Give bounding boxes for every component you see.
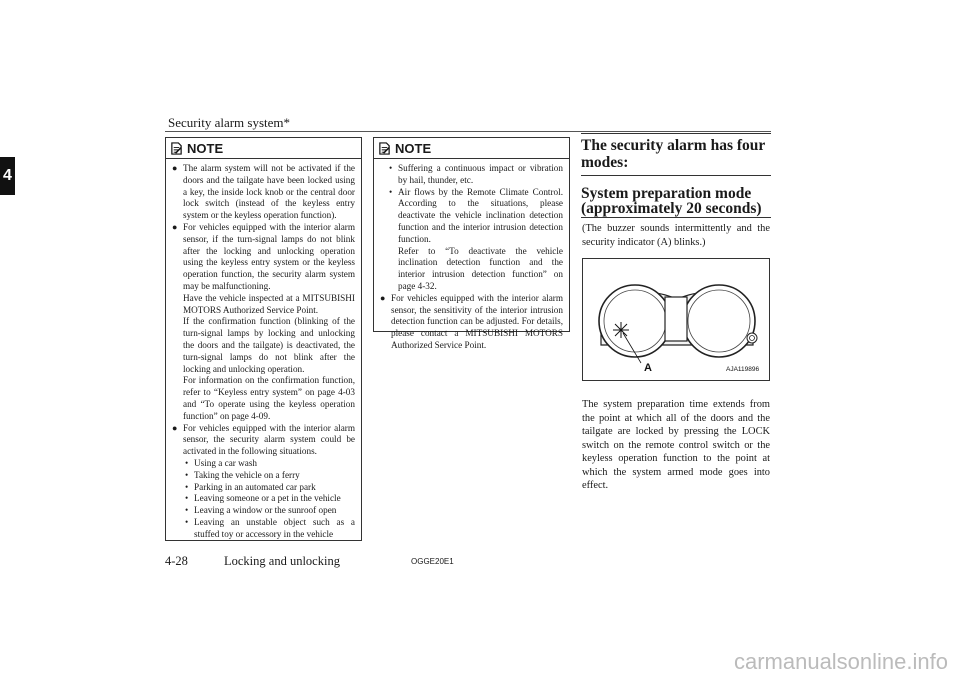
note-item-2 bbox=[172, 222, 355, 423]
section-name: Locking and unlocking bbox=[224, 554, 340, 568]
sub-item-text: Parking in an automated car park bbox=[194, 481, 316, 492]
dot-icon: • bbox=[185, 516, 189, 527]
dot-icon: • bbox=[185, 469, 189, 480]
figure-code: AJA119896 bbox=[726, 366, 760, 373]
sub-item-text: Leaving a window or the sunroof open bbox=[194, 505, 337, 516]
note-paragraph: If the confirmation function (blinking of the turn-signal lamps by locking and unlocking the doors and the tailgate) is deactivated, the turn-signal lamps do not blink after the locking and unlocking operation. bbox=[183, 316, 355, 374]
note-header bbox=[374, 138, 569, 159]
note-label: NOTE bbox=[395, 140, 432, 156]
dot-icon: • bbox=[185, 493, 189, 504]
dot-icon: • bbox=[185, 481, 189, 492]
sub-item bbox=[389, 187, 563, 293]
security-indicator-icon bbox=[613, 322, 629, 338]
bullet-icon: ● bbox=[172, 163, 178, 173]
note-body-left bbox=[166, 159, 361, 541]
sub-item-text: Suffering a continuous impact or vibration by hail, thunder, etc. bbox=[398, 163, 563, 185]
bullet-icon: ● bbox=[172, 422, 178, 433]
note-body-middle bbox=[374, 159, 569, 293]
page-number: 4-28 bbox=[165, 554, 188, 568]
body-text: The system preparation time extends from the point at which all of the doors and the tailgate are locked by pressing the LOCK switch on the remote control switch or the keyless operation function to the point at which the system armed mode goes into effect. bbox=[582, 399, 770, 491]
sub-item-text: Air flows by the Remote Climate Control. According to the situations, please deactivate the vehicle inclination detection function and the interior intrusion detection function. bbox=[398, 186, 563, 244]
note-box-left bbox=[165, 137, 362, 541]
note-paragraph: For vehicles equipped with the interior alarm sensor, if the turn-signal lamps do not blink after the locking and unlocking operation using the keyless entry system or the keyless operation function, the security alarm system may be malfunctioning. bbox=[183, 221, 355, 291]
bullet-icon: ● bbox=[172, 221, 178, 232]
heading-rule-top bbox=[581, 133, 771, 134]
sub-item bbox=[185, 470, 355, 482]
note-header bbox=[166, 138, 361, 159]
page-header-title: Security alarm system* bbox=[168, 115, 291, 130]
dot-icon: • bbox=[185, 505, 189, 516]
note-paragraph: The alarm system will not be activated if the doors and the tailgate have been locked using a key, the inside lock knob or the central door lock switch (instead of the keyless entry system or the keyless operation function). bbox=[183, 163, 355, 221]
sub-item bbox=[185, 458, 355, 470]
sub-item-text: Taking the vehicle on a ferry bbox=[194, 469, 300, 480]
sub-item bbox=[389, 163, 563, 187]
note-item-3 bbox=[172, 423, 355, 541]
note-paragraph: For vehicles equipped with the interior alarm sensor, the security alarm system could be activated in the following situations. bbox=[183, 422, 355, 457]
note-icon bbox=[378, 142, 391, 155]
section-heading: The security alarm has four modes: bbox=[581, 137, 771, 176]
note-icon bbox=[170, 142, 183, 155]
note-label: NOTE bbox=[187, 140, 224, 156]
note-paragraph: Have the vehicle inspected at a MITSUBISHI MOTORS Authorized Service Point. bbox=[183, 292, 355, 315]
intro-text: (The buzzer sounds intermittently and the security indicator (A) blinks.) bbox=[582, 223, 770, 248]
note-body-middle-items bbox=[374, 293, 569, 352]
dot-icon: • bbox=[185, 457, 189, 468]
callout-label-a: A bbox=[644, 362, 652, 374]
header-rule bbox=[165, 131, 771, 132]
sub-item-text: Refer to “To deactivate the vehicle inclination detection function and the interior intrusion detection function” on page 4-32. bbox=[398, 245, 563, 291]
subsection-heading: System preparation mode (approximately 20 seconds) bbox=[581, 186, 771, 218]
dot-icon: • bbox=[389, 163, 393, 173]
chapter-tab: 4 bbox=[0, 157, 15, 195]
instrument-cluster-illustration bbox=[583, 259, 769, 380]
note-paragraph: For information on the confirmation function, refer to “Keyless entry system” on page 4-03 and “To operate using the keyless operation function” on page 4-09. bbox=[183, 375, 355, 421]
bullet-icon: ● bbox=[380, 292, 386, 303]
note-item-1 bbox=[172, 163, 355, 222]
note-item-1 bbox=[380, 293, 563, 352]
sub-item-text: Leaving an unstable object such as a stuffed toy or accessory in the vehicle bbox=[194, 516, 355, 539]
watermark: carmanualsonline.info bbox=[733, 649, 948, 674]
document-code: OGGE20E1 bbox=[411, 557, 454, 566]
dot-icon: • bbox=[389, 186, 393, 197]
sub-item bbox=[185, 517, 355, 541]
sub-item bbox=[185, 505, 355, 517]
sub-item-text: Using a car wash bbox=[194, 457, 258, 468]
sub-item bbox=[185, 482, 355, 494]
instrument-cluster-figure bbox=[582, 258, 770, 381]
note-paragraph: For vehicles equipped with the interior alarm sensor, the sensitivity of the interior intrusion detection function can be adjusted. For details, please contact a MITSUBISHI MOTORS Authorized Service Point. bbox=[391, 292, 563, 350]
note-box-middle bbox=[373, 137, 570, 350]
sub-item bbox=[185, 493, 355, 505]
sub-item-text: Leaving someone or a pet in the vehicle bbox=[194, 493, 341, 504]
